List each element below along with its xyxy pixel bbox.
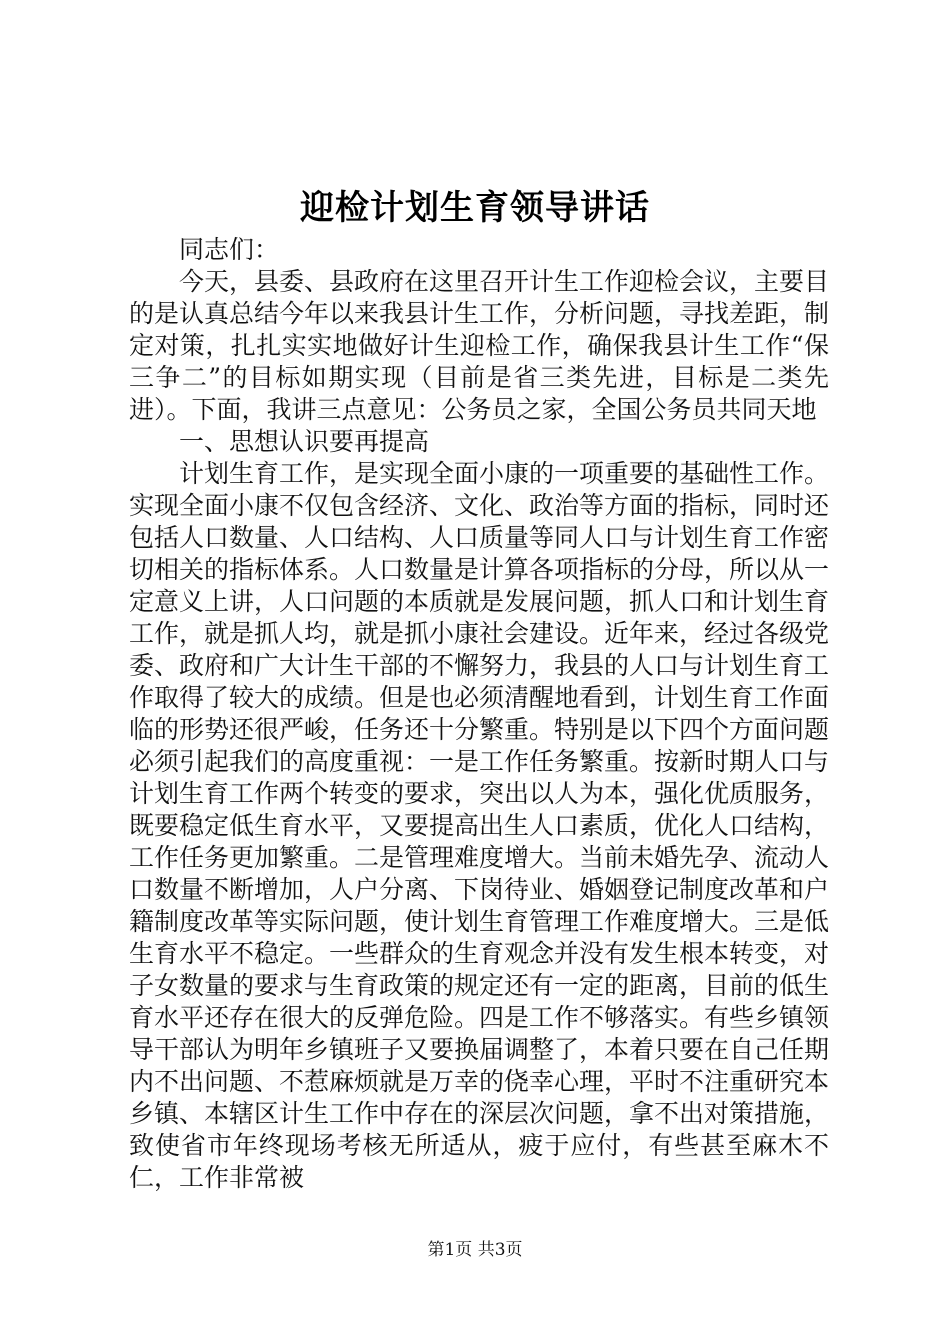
- paragraph-intro: 今天，县委、县政府在这里召开计生工作迎检会议，主要目的是认真总结今年以来我县计生工作，分析问题，寻找差距，制定对策，扎扎实实地做好计生迎检工作，确保我县计生工作“保三争二”的目标如期实现（目前是省三类先进，目标是二类先进）。下面，我讲三点意见：公务员之家，全国公务员共同天地: [129, 267, 830, 424]
- page-indicator: 第1页 共3页: [427, 1240, 523, 1260]
- document-title: 迎检计划生育领导讲话: [300, 188, 650, 228]
- document-body: [129, 234, 829, 1194]
- salutation: 同志们：: [179, 235, 280, 264]
- section-heading-1: 一、思想认识要再提高: [179, 427, 430, 456]
- paragraph-section-1: 计划生育工作，是实现全面小康的一项重要的基础性工作。实现全面小康不仅包含经济、文化、政治等方面的指标，同时还包括人口数量、人口结构、人口质量等同人口与计划生育工作密切相关的指标体系。人口数量是计算各项指标的分母，所以从一定意义上讲，人口问题的本质就是发展问题，抓人口和计划生育工作，就是抓人均，就是抓小康社会建设。近年来，经过各级党委、政府和广大计生干部的不懈努力，我县的人口与计划生育工作取得了较大的成绩。但是也必须清醒地看到，计划生育工作面临的形势还很严峻，任务还十分繁重。特别是以下四个方面问题必须引起我们的高度重视：一是工作任务繁重。按新时期人口与计划生育工作两个转变的要求，突出以人为本，强化优质服务，既要稳定低生育水平，又要提高出生人口素质，优化人口结构，工作任务更加繁重。二是管理难度增大。当前未婚先孕、流动人口数量不断增加，人户分离、下岗待业、婚姻登记制度改革和户籍制度改革等实际问题，使计划生育管理工作难度增大。三是低生育水平不稳定。一些群众的生育观念并没有发生根本转变，对子女数量的要求与生育政策的规定还有一定的距离，目前的低生育水平还存在很大的反弹危险。四是工作不够落实。有些乡镇领导干部认为明年乡镇班子又要换届调整了，本着只要在自己任期内不出问题、不惹麻烦就是万幸的侥幸心理，平时不注重研究本乡镇、本辖区计生工作中存在的深层次问题，拿不出对策措施，致使省市年终现场考核无所适从，疲于应付，有些甚至麻木不仁，工作非常被: [129, 459, 830, 1192]
